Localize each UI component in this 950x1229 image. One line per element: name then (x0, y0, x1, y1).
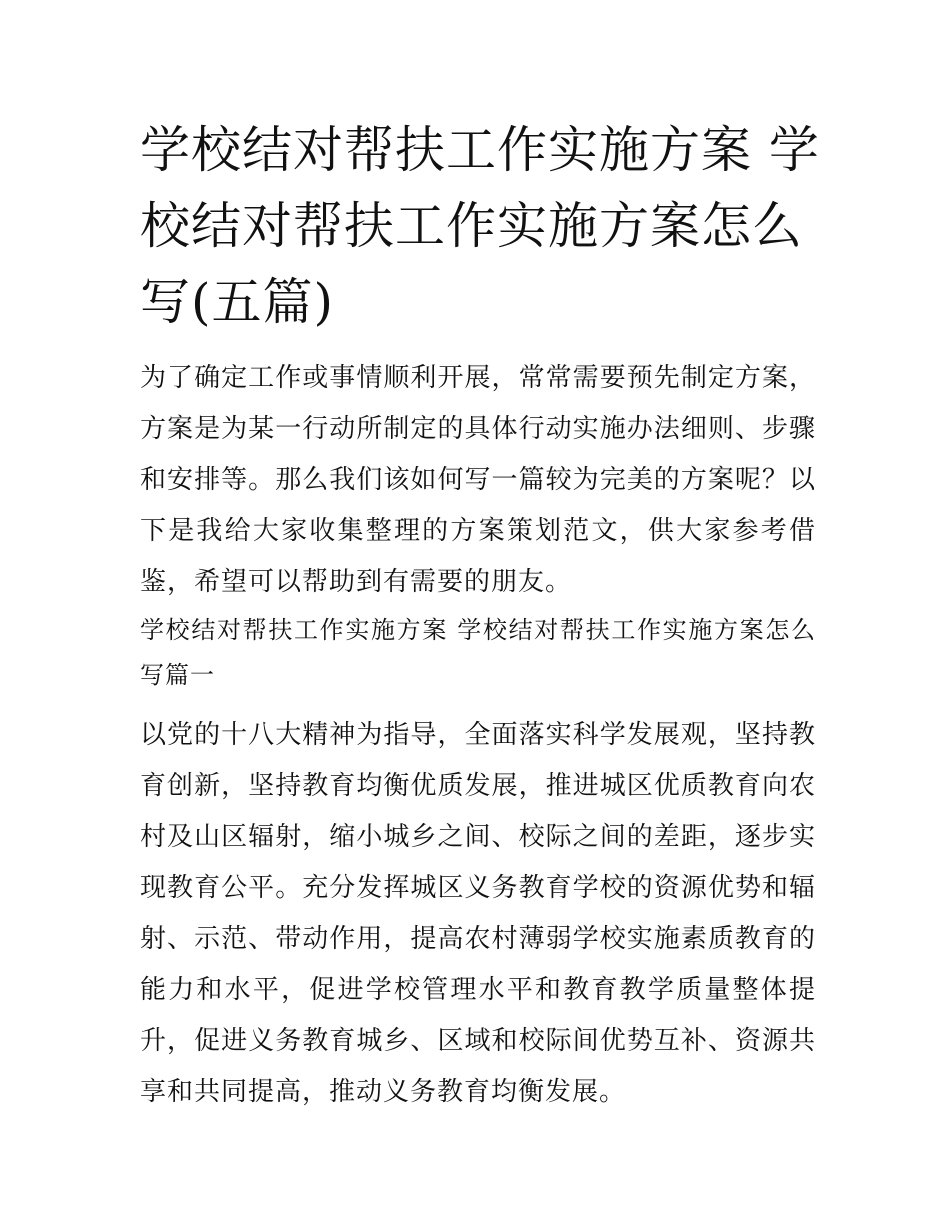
document-title: 学校结对帮扶工作实施方案 学校结对帮扶工作实施方案怎么写(五篇) (140, 121, 820, 331)
body-paragraph: 以党的十八大精神为指导，全面落实科学发展观，坚持教育创新，坚持教育均衡优质发展，推进城区优质教育向农村及山区辐射，缩小城乡之间、校际之间的差距，逐步实现教育公平。充分发挥城区义务教育学校的资源优势和辐射、示范、带动作用，提高农村薄弱学校实施素质教育的能力和水平，促进学校管理水平和教育教学质量整体提升，促进义务教育城乡、区域和校际间优势互补、资源共享和共同提高，推动义务教育均衡发展。 (140, 720, 816, 1107)
intro-paragraph: 为了确定工作或事情顺利开展，常常需要预先制定方案，方案是为某一行动所制定的具体行动实施办法细则、步骤和安排等。那么我们该如何写一篇较为完美的方案呢？以下是我给大家收集整理的方案策划范文，供大家参考借鉴，希望可以帮助到有需要的朋友。 (140, 363, 816, 597)
section-heading: 学校结对帮扶工作实施方案 学校结对帮扶工作实施方案怎么写篇一 (140, 616, 816, 689)
